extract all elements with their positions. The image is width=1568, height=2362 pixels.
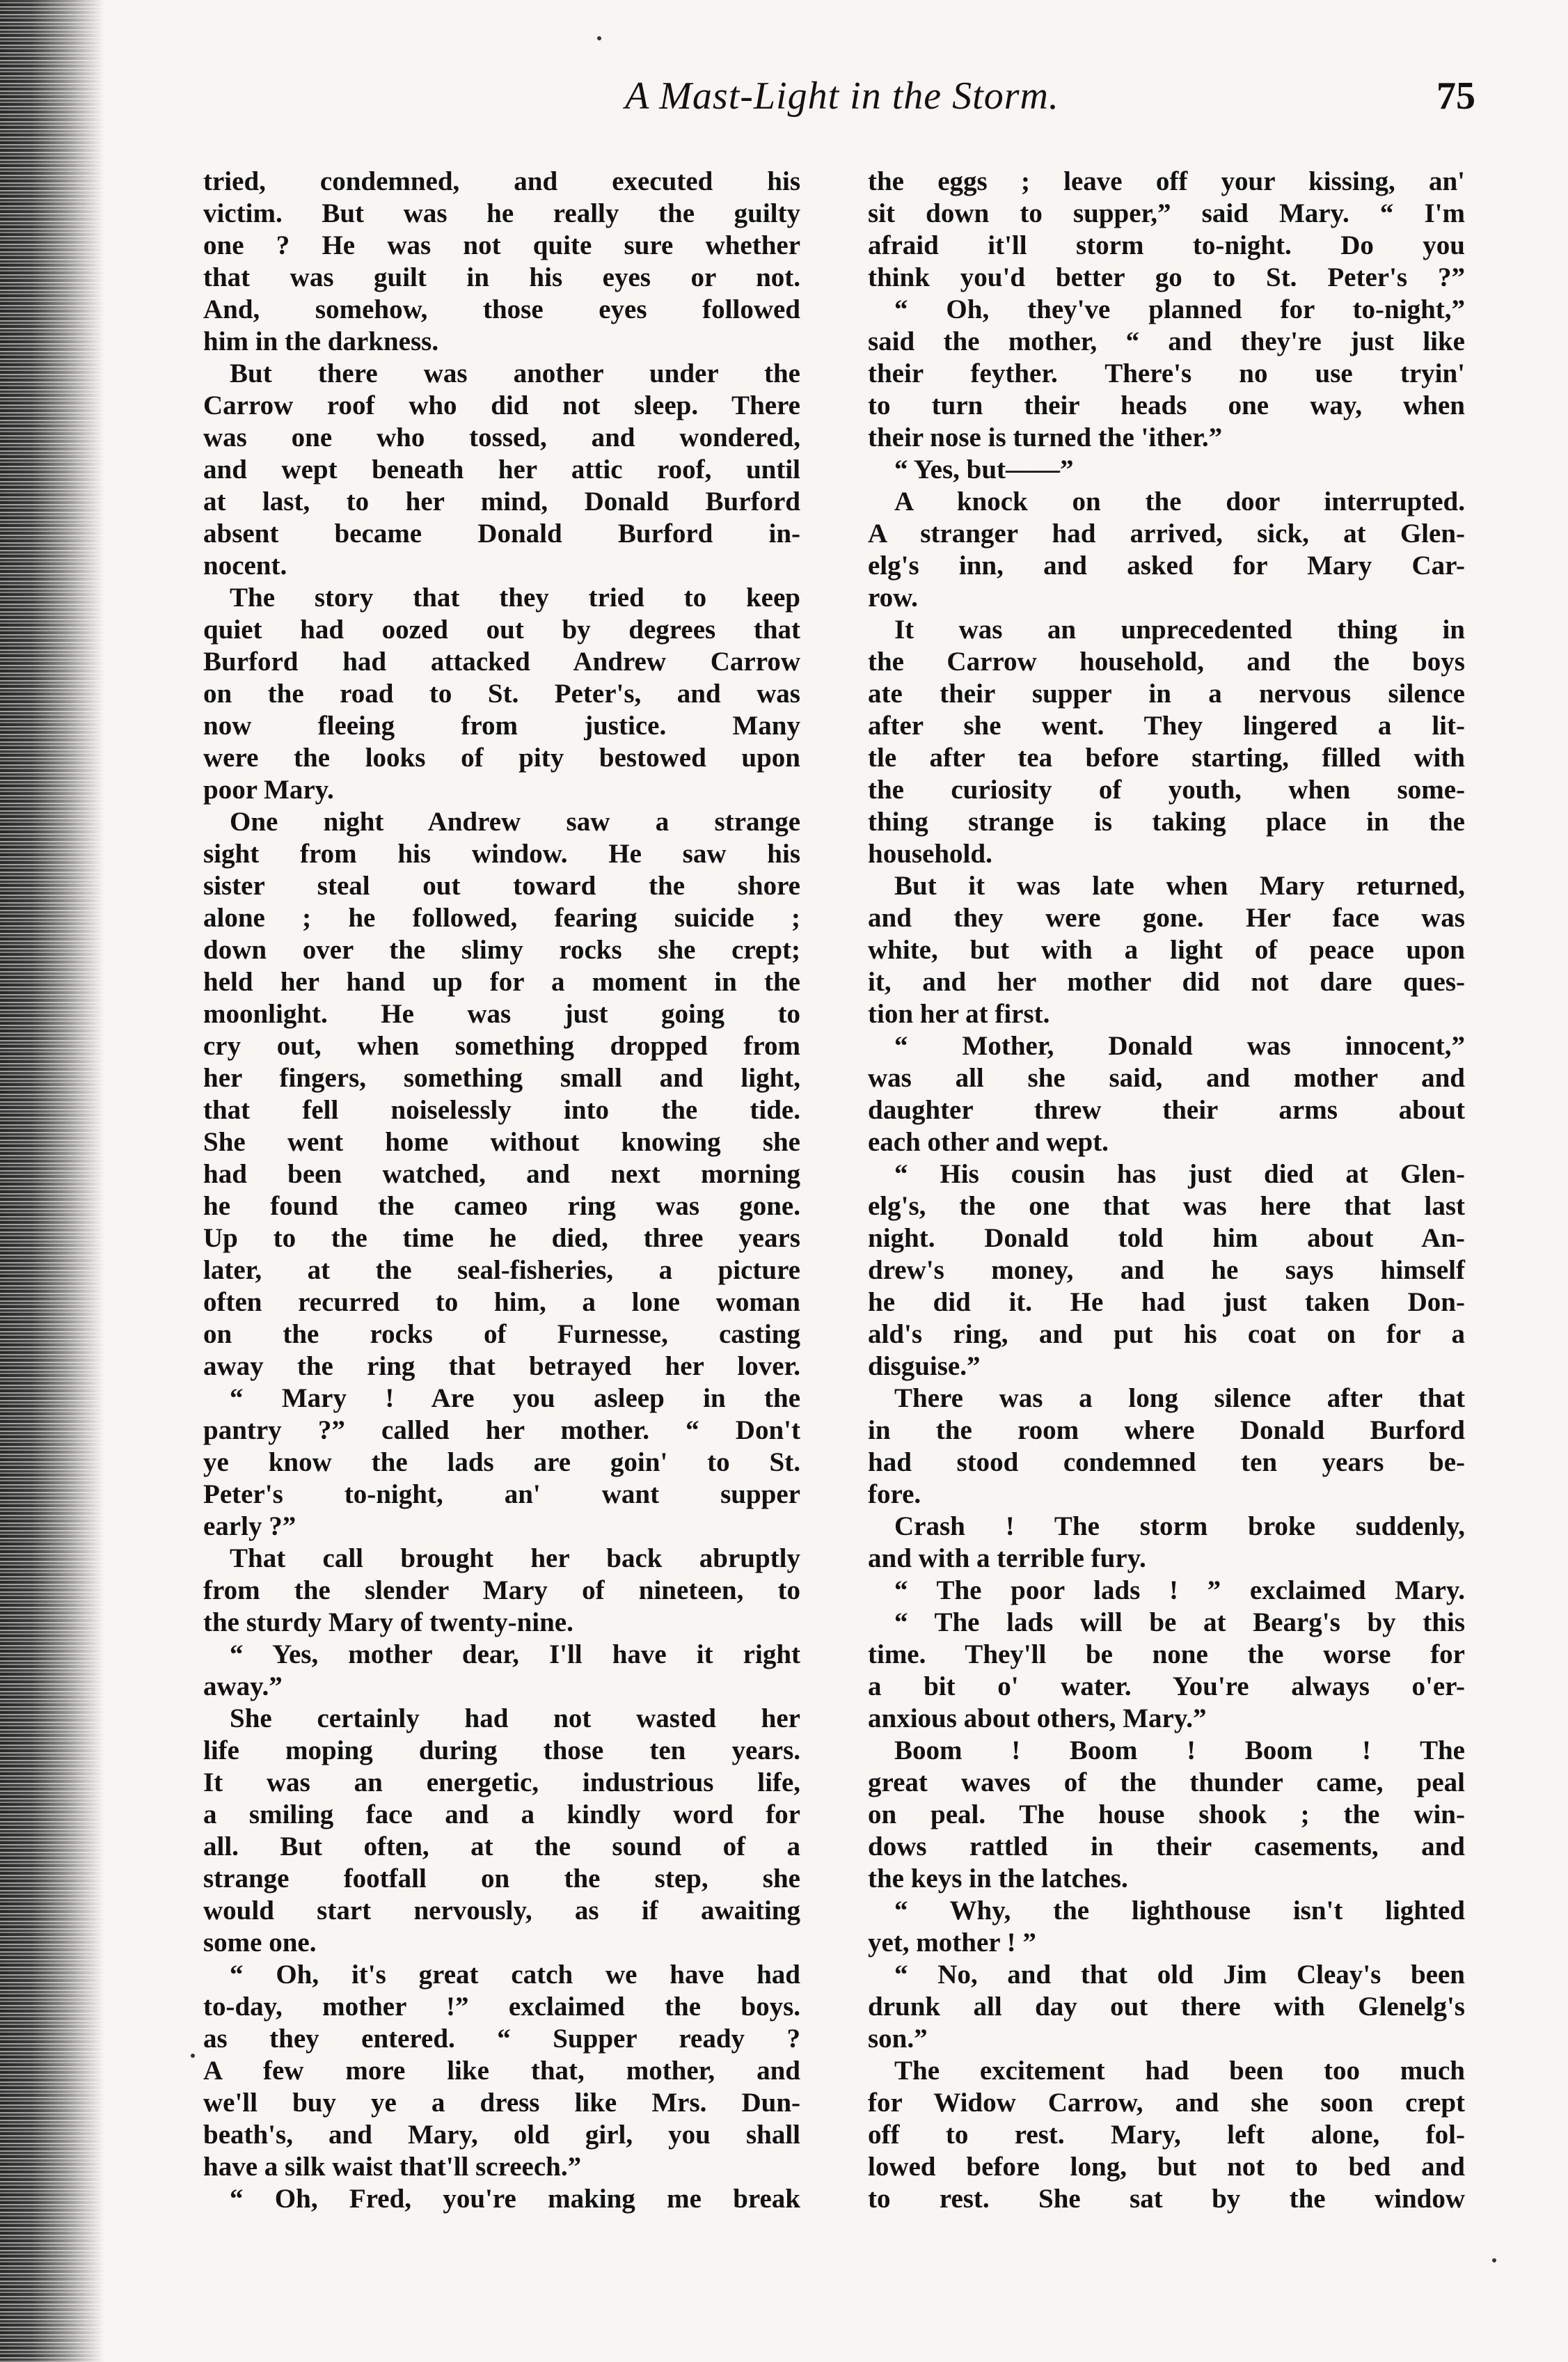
text-line: sit down to supper,” said Mary. “ I'm bbox=[868, 198, 1465, 228]
text-line: early ?” bbox=[203, 1511, 296, 1541]
text-line: and they were gone. Her face was bbox=[868, 903, 1465, 933]
text-line: Boom ! Boom ! Boom ! The bbox=[894, 1735, 1465, 1765]
text-line: A knock on the door interrupted. bbox=[894, 487, 1465, 517]
text-line: strange footfall on the step, she bbox=[203, 1864, 800, 1893]
text-line: “ Yes, mother dear, I'll have it right bbox=[230, 1639, 800, 1669]
text-line: thing strange is taking place in the bbox=[868, 807, 1465, 837]
text-line: he did it. He had just taken Don- bbox=[868, 1287, 1465, 1317]
text-line: on the road to St. Peter's, and was bbox=[203, 679, 800, 709]
text-line: often recurred to him, a lone woman bbox=[203, 1287, 800, 1317]
text-line: we'll buy ye a dress like Mrs. Dun- bbox=[203, 2088, 800, 2118]
text-line: to rest. She sat by the window bbox=[868, 2184, 1465, 2214]
text-line: “ His cousin has just died at Glen- bbox=[894, 1159, 1465, 1189]
text-line: drew's money, and he says himself bbox=[868, 1255, 1465, 1285]
text-line: held her hand up for a moment in the bbox=[203, 967, 800, 997]
text-line: tle after tea before starting, filled with bbox=[868, 743, 1465, 773]
text-line: after she went. They lingered a lit- bbox=[868, 711, 1465, 741]
text-line: later, at the seal-fisheries, a picture bbox=[203, 1255, 800, 1285]
text-line: “ Oh, Fred, you're making me break bbox=[230, 2184, 800, 2214]
text-line: “ Mother, Donald was innocent,” bbox=[894, 1031, 1465, 1061]
text-line: their feyther. There's no use tryin' bbox=[868, 359, 1465, 388]
text-line: It was an unprecedented thing in bbox=[894, 615, 1465, 645]
text-line: row. bbox=[868, 583, 918, 613]
text-line: him in the darkness. bbox=[203, 326, 439, 356]
text-line: “ Why, the lighthouse isn't lighted bbox=[894, 1896, 1465, 1926]
text-line: their nose is turned the 'ither.” bbox=[868, 423, 1223, 452]
text-line: the keys in the latches. bbox=[868, 1864, 1128, 1893]
text-line: elg's, the one that was here that last bbox=[868, 1191, 1465, 1221]
text-line: There was a long silence after that bbox=[894, 1383, 1465, 1413]
running-title: A Mast-Light in the Storm. bbox=[625, 74, 1059, 118]
text-line: off to rest. Mary, left alone, fol- bbox=[868, 2120, 1465, 2150]
text-line: and with a terrible fury. bbox=[868, 1543, 1146, 1573]
text-line: A stranger had arrived, sick, at Glen- bbox=[868, 519, 1465, 549]
text-line: the Carrow household, and the boys bbox=[868, 647, 1465, 677]
text-line: that was guilt in his eyes or not. bbox=[203, 262, 800, 292]
text-line: away.” bbox=[203, 1671, 283, 1701]
text-line: ald's ring, and put his coat on for a bbox=[868, 1319, 1465, 1349]
text-line: dows rattled in their casements, and bbox=[868, 1832, 1465, 1861]
text-line: It was an energetic, industrious life, bbox=[203, 1767, 800, 1797]
text-line: to turn their heads one way, when bbox=[868, 391, 1465, 420]
text-line: ye know the lads are goin' to St. bbox=[203, 1447, 800, 1477]
text-line: now fleeing from justice. Many bbox=[203, 711, 800, 741]
text-line: tion her at first. bbox=[868, 999, 1050, 1029]
text-line: That call brought her back abruptly bbox=[230, 1543, 800, 1573]
text-line: night. Donald told him about An- bbox=[868, 1223, 1465, 1253]
text-line: Peter's to-night, an' want supper bbox=[203, 1479, 800, 1509]
text-line: said the mother, “ and they're just like bbox=[868, 326, 1465, 356]
text-line: lowed before long, but not to bed and bbox=[868, 2152, 1465, 2182]
text-line: pantry ?” called her mother. “ Don't bbox=[203, 1415, 800, 1445]
text-line: was all she said, and mother and bbox=[868, 1063, 1465, 1093]
text-line: “ Oh, they've planned for to-night,” bbox=[894, 294, 1465, 324]
text-line: he found the cameo ring was gone. bbox=[203, 1191, 800, 1221]
text-line: a bit o' water. You're always o'er- bbox=[868, 1671, 1465, 1701]
text-line: beath's, and Mary, old girl, you shall bbox=[203, 2120, 800, 2150]
text-line: anxious about others, Mary.” bbox=[868, 1703, 1207, 1733]
text-line: have a silk waist that'll screech.” bbox=[203, 2152, 582, 2182]
text-line: had stood condemned ten years be- bbox=[868, 1447, 1465, 1477]
text-line: “ Mary ! Are you asleep in the bbox=[230, 1383, 800, 1413]
text-line: household. bbox=[868, 839, 992, 869]
text-line: “ No, and that old Jim Cleay's been bbox=[894, 1960, 1465, 1990]
text-line: The story that they tried to keep bbox=[230, 583, 800, 613]
text-line: away the ring that betrayed her lover. bbox=[203, 1351, 800, 1381]
text-line: nocent. bbox=[203, 551, 287, 581]
text-line: alone ; he followed, fearing suicide ; bbox=[203, 903, 800, 933]
text-line: at last, to her mind, Donald Burford bbox=[203, 487, 800, 517]
text-line: great waves of the thunder came, peal bbox=[868, 1767, 1465, 1797]
text-line: a smiling face and a kindly word for bbox=[203, 1800, 800, 1829]
text-line: sister steal out toward the shore bbox=[203, 871, 800, 901]
text-line: absent became Donald Burford in- bbox=[203, 519, 800, 549]
text-line: for Widow Carrow, and she soon crept bbox=[868, 2088, 1465, 2118]
text-line: was one who tossed, and wondered, bbox=[203, 423, 800, 452]
text-line: disguise.” bbox=[868, 1351, 981, 1381]
text-line: tried, condemned, and executed his bbox=[203, 166, 800, 196]
text-line: the curiosity of youth, when some- bbox=[868, 775, 1465, 805]
text-line: “ The lads will be at Bearg's by this bbox=[894, 1607, 1465, 1637]
text-line: yet, mother ! ” bbox=[868, 1928, 1036, 1958]
text-line: Burford had attacked Andrew Carrow bbox=[203, 647, 800, 677]
text-line: “ Oh, it's great catch we have had bbox=[230, 1960, 800, 1990]
text-line: on the rocks of Furnesse, casting bbox=[203, 1319, 800, 1349]
text-line: But it was late when Mary returned, bbox=[894, 871, 1465, 901]
text-line: drunk all day out there with Glenelg's bbox=[868, 1992, 1465, 2022]
text-line: the eggs ; leave off your kissing, an' bbox=[868, 166, 1465, 196]
text-line: white, but with a light of peace upon bbox=[868, 935, 1465, 965]
text-line: all. But often, at the sound of a bbox=[203, 1832, 800, 1861]
text-line: Carrow roof who did not sleep. There bbox=[203, 391, 800, 420]
ink-speck bbox=[191, 2054, 195, 2058]
text-line: some one. bbox=[203, 1928, 317, 1958]
text-line: from the slender Mary of nineteen, to bbox=[203, 1575, 800, 1605]
text-line: would start nervously, as if awaiting bbox=[203, 1896, 800, 1926]
text-line: “ The poor lads ! ” exclaimed Mary. bbox=[894, 1575, 1465, 1605]
text-line: And, somehow, those eyes followed bbox=[203, 294, 800, 324]
text-line: victim. But was he really the guilty bbox=[203, 198, 800, 228]
text-line: and wept beneath her attic roof, until bbox=[203, 455, 800, 485]
text-line: life moping during those ten years. bbox=[203, 1735, 800, 1765]
ink-speck bbox=[1492, 2258, 1496, 2262]
text-line: But there was another under the bbox=[230, 359, 800, 388]
page-header bbox=[202, 70, 1482, 139]
text-line: quiet had oozed out by degrees that bbox=[203, 615, 800, 645]
text-line: Crash ! The storm broke suddenly, bbox=[894, 1511, 1465, 1541]
text-line: The excitement had been too much bbox=[894, 2056, 1465, 2086]
text-line: were the looks of pity bestowed upon bbox=[203, 743, 800, 773]
text-line: Up to the time he died, three years bbox=[203, 1223, 800, 1253]
left-text-column bbox=[203, 166, 800, 2215]
ink-speck bbox=[597, 36, 601, 40]
text-line: as they entered. “ Supper ready ? bbox=[203, 2024, 800, 2054]
page-number: 75 bbox=[1436, 74, 1475, 118]
text-line: She went home without knowing she bbox=[203, 1127, 800, 1157]
text-line: cry out, when something dropped from bbox=[203, 1031, 800, 1061]
text-line: ate their supper in a nervous silence bbox=[868, 679, 1465, 709]
text-line: that fell noiselessly into the tide. bbox=[203, 1095, 800, 1125]
text-line: poor Mary. bbox=[203, 775, 334, 805]
text-line: elg's inn, and asked for Mary Car- bbox=[868, 551, 1465, 581]
text-line: afraid it'll storm to-night. Do you bbox=[868, 230, 1465, 260]
text-line: sight from his window. He saw his bbox=[203, 839, 800, 869]
text-line: had been watched, and next morning bbox=[203, 1159, 800, 1189]
book-binding-edge bbox=[0, 0, 104, 2362]
text-line: She certainly had not wasted her bbox=[230, 1703, 800, 1733]
text-line: think you'd better go to St. Peter's ?” bbox=[868, 262, 1465, 292]
right-text-column bbox=[868, 166, 1465, 2215]
text-line: to-day, mother !” exclaimed the boys. bbox=[203, 1992, 800, 2022]
text-line: each other and wept. bbox=[868, 1127, 1109, 1157]
text-line: A few more like that, mother, and bbox=[203, 2056, 800, 2086]
text-line: time. They'll be none the worse for bbox=[868, 1639, 1465, 1669]
text-line: it, and her mother did not dare ques- bbox=[868, 967, 1465, 997]
text-line: moonlight. He was just going to bbox=[203, 999, 800, 1029]
text-line: the sturdy Mary of twenty-nine. bbox=[203, 1607, 573, 1637]
text-line: daughter threw their arms about bbox=[868, 1095, 1465, 1125]
text-line: in the room where Donald Burford bbox=[868, 1415, 1465, 1445]
text-line: on peal. The house shook ; the win- bbox=[868, 1800, 1465, 1829]
text-line: “ Yes, but——” bbox=[894, 455, 1074, 485]
text-line: son.” bbox=[868, 2024, 928, 2054]
text-line: down over the slimy rocks she crept; bbox=[203, 935, 800, 965]
text-line: One night Andrew saw a strange bbox=[230, 807, 800, 837]
text-line: one ? He was not quite sure whether bbox=[203, 230, 800, 260]
text-line: fore. bbox=[868, 1479, 921, 1509]
text-line: her fingers, something small and light, bbox=[203, 1063, 800, 1093]
